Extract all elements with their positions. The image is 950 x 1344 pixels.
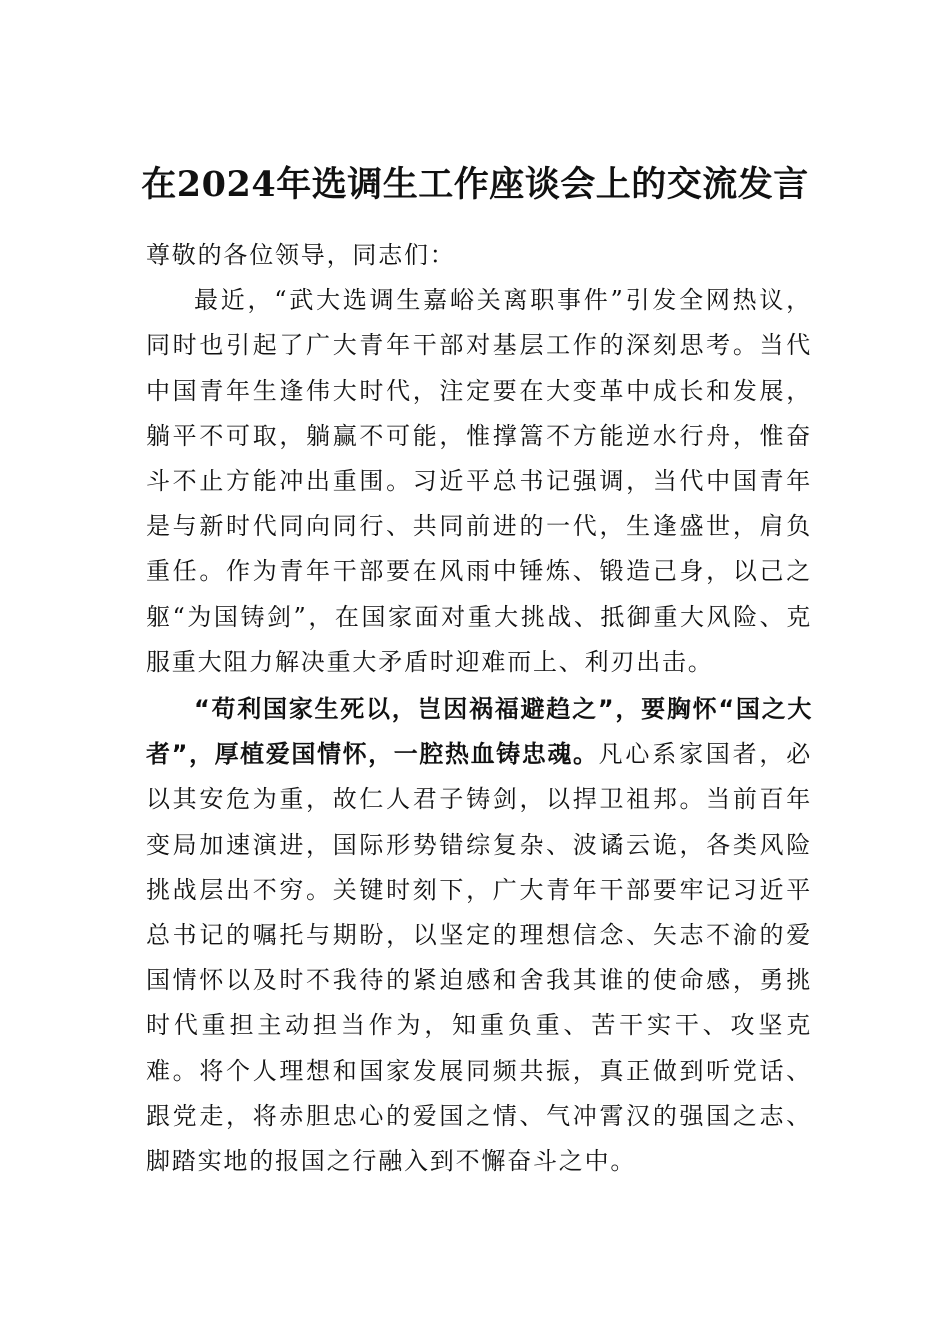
salutation: 尊敬的各位领导，同志们：: [146, 241, 456, 269]
document-title: 在2024年选调生工作座谈会上的交流发言: [141, 164, 809, 205]
paragraph-1-text: 最近，“武大选调生嘉峪关离职事件”引发全网热议，同时也引起了广大青年干部对基层工作的深刻思考。当代中国青年生逢伟大时代，注定要在大变革中成长和发展，躺平不可取，躺赢不可能，惟撑篙不方能逆水行舟，惟奋斗不止方能冲出重围。习近平总书记强调，当代中国青年是与新时代同向同行、共同前进的一代，生逢盛世，肩负重任。作为青年干部要在风雨中锤炼、锻造己身，以己之躯“为国铸剑”，在国家面对重大挑战、抵御重大风险、克服重大阻力解决重大矛盾时迎难而上、利刃出击。: [146, 286, 812, 676]
paragraph-2-lead: “苟利国家生死以，岂因祸福避趋之”，要胸怀“国之大者”，厚植爱国情怀，一腔热血铸忠魂。: [146, 695, 812, 769]
document-body: [146, 233, 812, 1184]
paragraph-1: [146, 278, 812, 685]
paragraph-2: [146, 687, 812, 1184]
paragraph-2-text: 凡心系家国者，必以其安危为重，故仁人君子铸剑，以捍卫祖邦。当前百年变局加速演进，国际形势错综复杂、波谲云诡，各类风险挑战层出不穷。关键时刻下，广大青年干部要牢记习近平总书记的嘱托与期盼，以坚定的理想信念、矢志不渝的爱国情怀以及时不我待的紧迫感和舍我其谁的使命感，勇挑时代重担主动担当作为，知重负重、苦干实干、攻坚克难。将个人理想和国家发展同频共振，真正做到听党话、跟党走，将赤胆忠心的爱国之情、气冲霄汉的强国之志、脚踏实地的报国之行融入到不懈奋斗之中。: [146, 740, 812, 1176]
